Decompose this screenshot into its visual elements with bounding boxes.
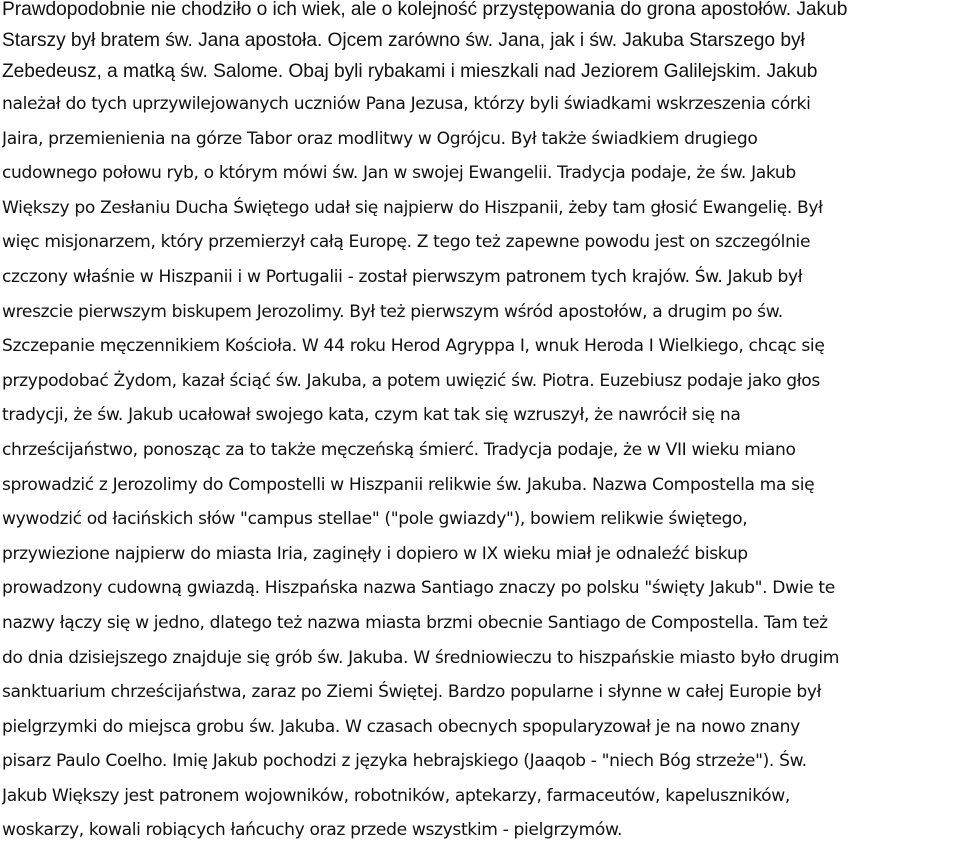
- text-line-21: sanktuarium chrześcijaństwa, zaraz po Ziemi Świętej. Bardzo popularne i słynne w całej Europie był: [2, 682, 822, 703]
- text-line-3: Zebedeusz, a matką św. Salome. Obaj byli rybakami i mieszkali nad Jeziorem Galilejskim. Jakub: [2, 61, 818, 82]
- text-line-19: nazwy łączy się w jedno, dlatego też nazwa miasta brzmi obecnie Santiago de Compostella. Tam też: [2, 612, 828, 633]
- text-line-8: więc misjonarzem, który przemierzył całą Europę. Z tego też zapewne powodu jest on szczególnie: [2, 232, 811, 253]
- text-line-14: chrześcijaństwo, ponosząc za to także męczeńską śmierć. Tradycja podaje, że w VII wieku miano: [2, 439, 796, 460]
- text-line-25: woskarzy, kowali robiących łańcuchy oraz przede wszystkim - pielgrzymów.: [2, 820, 623, 841]
- text-line-5: Jaira, przemienienia na górze Tabor oraz modlitwy w Ogrójcu. Był także świadkiem drugiego: [2, 128, 758, 149]
- text-line-2: Starszy był bratem św. Jana apostoła. Ojcem zarówno św. Jana, jak i św. Jakuba Starszego był: [2, 30, 805, 51]
- text-line-12: przypodobać Żydom, kazał ściąć św. Jakuba, a potem uwięzić św. Piotra. Euzebiusz podaje jako głos: [2, 370, 820, 391]
- text-line-6: cudownego połowu ryb, o którym mówi św. Jan w swojej Ewangelii. Tradycja podaje, że św. Jakub: [2, 163, 796, 184]
- text-line-1: Prawdopodobnie nie chodziło o ich wiek, ale o kolejność przystępowania do grona apostołów. Jakub: [2, 0, 848, 20]
- text-line-18: prowadzony cudowną gwiazdą. Hiszpańska nazwa Santiago znaczy po polsku "święty Jakub". Dwie te: [2, 578, 835, 599]
- text-line-13: tradycji, że św. Jakub ucałował swojego kata, czym kat tak się wzruszył, że nawrócił się na: [2, 405, 741, 426]
- text-line-7: Większy po Zesłaniu Ducha Świętego udał się najpierw do Hiszpanii, żeby tam głosić Ewangelię. Był: [2, 197, 823, 218]
- text-line-10: wreszcie pierwszym biskupem Jerozolimy. Był też pierwszym wśród apostołów, a drugim po św.: [2, 301, 783, 322]
- text-line-16: wywodzić od łacińskich słów "campus stellae" ("pole gwiazdy"), bowiem relikwie świętego,: [2, 509, 748, 530]
- text-line-11: Szczepanie męczennikiem Kościoła. W 44 roku Herod Agryppa I, wnuk Heroda I Wielkiego, chcąc się: [2, 336, 825, 357]
- text-line-22: pielgrzymki do miejsca grobu św. Jakuba. W czasach obecnych spopularyzował je na nowo znany: [2, 716, 800, 737]
- text-line-4: należał do tych uprzywilejowanych uczniów Pana Jezusa, którzy byli świadkami wskrzeszenia córki: [2, 94, 811, 114]
- text-line-24: Jakub Większy jest patronem wojowników, robotników, aptekarzy, farmaceutów, kapeluszników,: [2, 785, 790, 806]
- text-line-9: czczony właśnie w Hiszpanii i w Portugalii - został pierwszym patronem tych krajów. Św. Jakub był: [2, 266, 803, 287]
- text-line-23: pisarz Paulo Coelho. Imię Jakub pochodzi z języka hebrajskiego (Jaaqob - "niech Bóg strzeże"). Św.: [2, 751, 807, 772]
- text-line-17: przywiezione najpierw do miasta Iria, zaginęły i dopiero w IX wieku miał je odnaleźć biskup: [2, 543, 748, 564]
- text-line-15: sprowadzić z Jerozolimy do Compostelli w Hiszpanii relikwie św. Jakuba. Nazwa Compostella ma się: [2, 474, 815, 495]
- text-line-20: do dnia dzisiejszego znajduje się grób św. Jakuba. W średniowieczu to hiszpańskie miasto było drugim: [2, 647, 840, 668]
